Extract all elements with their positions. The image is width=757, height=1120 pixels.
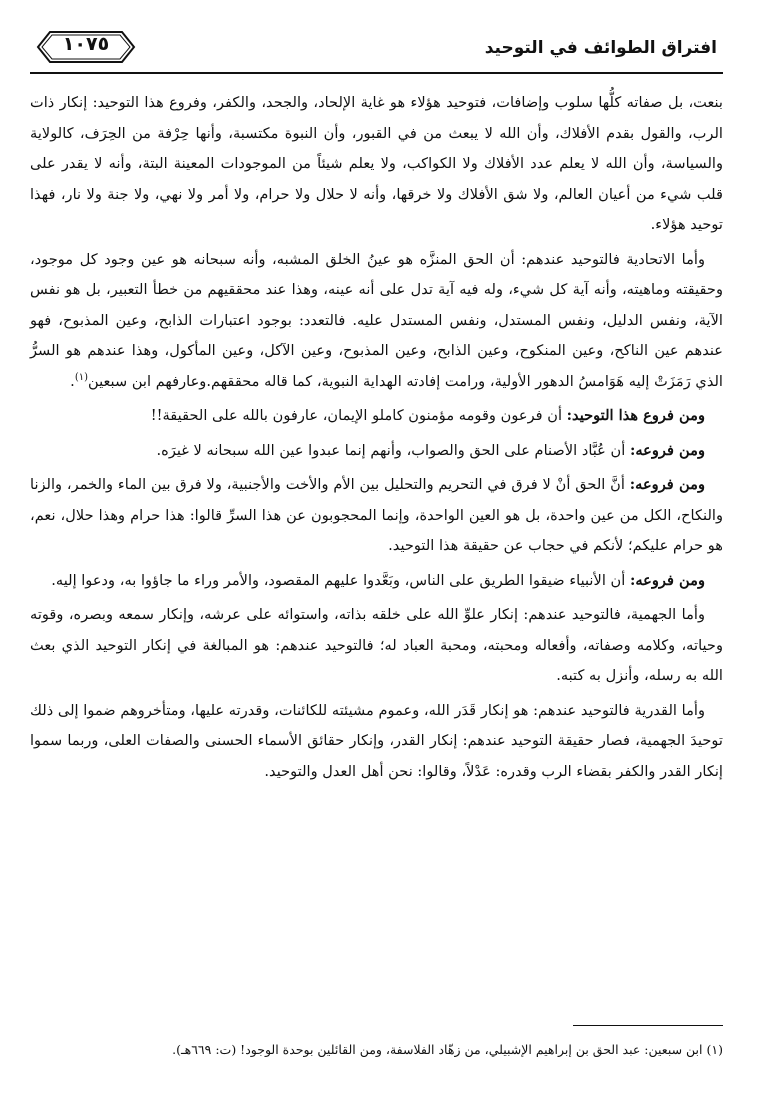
paragraph-text: وأما القدرية فالتوحيد عندهم: هو إنكار قَدَر الله، وعموم مشيئته للكائنات، وقدرته عليها، ومتأخروهم ضموا إلى ذلك توحيدَ الجهمية، فصار حقيقة التوحيد عندهم: إنكار القدر، وإنكار حقائق الأسماء الحسنى والصفات العلى، وربما سموا إنكار القدر والكفر بقضاء الرب وقدره: عَدْلاً، وقالوا: نحن أهل العدل والتوحيد. [30,701,723,780]
paragraph-text: أن عُبَّاد الأصنام على الحق والصواب، وأنهم إنما عبدوا عين الله سبحانه لا غيرَه. [156,441,630,459]
main-text [30,88,723,787]
paragraph-5 [30,470,723,562]
paragraph-lead: ومن فروع هذا التوحيد: [566,407,705,424]
paragraph-lead: ومن فروعه: [629,476,705,493]
paragraph-text: وأما الاتحادية فالتوحيد عندهم: أن الحق المنزَّه هو عينُ الخلق المشبه، وأنه سبحانه هو عين وجود كل موجود، وحقيقته وماهيته، وأنه آية كل شيء، وله فيه آية تدل على أنه عينه، وهذا عند محققيهم من خطأ التعبير، بل هو نفس الآية، ونفس الدليل، ونفس المستدل، ونفس المستدل عليه. فالتعدد: بوجود اعتبارات الذابح، وعين المذبوح، فهو عندهم عين الناكح، وعين المنكوح، وعين الذابح، وعين المذبوح، وعين الآكل، وعين المأكول، وهذا عندهم هو السرُّ الذي رَمَزَتْ إليه هَوَامسُ الدهور الأولية، ورامت إفادته الهداية النبوية، كما قاله محققهم.وعارفهم ابن سبعين [30,250,723,390]
footnote-text: ابن سبعين: عبد الحق بن إبراهيم الإشبيلي، من زهّاد الفلاسفة، ومن القائلين بوحدة الوجود! (ت: ٦٦٩هـ). [172,1042,703,1057]
paragraph-6 [30,566,723,597]
paragraph-text: وأما الجهمية، فالتوحيد عندهم: إنكار علوِّ الله على خلقه بذاته، واستوائه على عرشه، وإنكار سمعه وبصره، وقوته وحياته، وكلامه وصفاته، وأفعاله ومحبته، ومحبة العباد له؛ فالتوحيد عندهم: هو المبالغة في إنكار التوحيد الذي بعث الله به رسله، وأنزل به كتبه. [30,606,723,684]
paragraph-text: بنعت، بل صفاته كلُّها سلوب وإضافات، فتوحيد هؤلاء هو غاية الإلحاد، والجحد، والكفر، وفروع هذا التوحيد: إنكار ذات الرب، والقول بقدم الأفلاك، وأن الله لا يبعث من في القبور، وأن النبوة مكتسبة، وأنها حِرْفة من الحِرَف، كالولاية والسياسة، وأن الله لا يعلم عدد الأفلاك ولا الكواكب، ولا يعلم شيئاً من الموجودات المعينة البتة، وأنه لا يقدر على قلب شيء من أعيان العالم، ولا شق الأفلاك ولا خرقها، وأنه لا حلال ولا حرام، ولا أمر ولا نهي، ولا جنة ولا نار، فهذا توحيد هؤلاء. [30,94,723,233]
paragraph-text: أن الأنبياء ضيقوا الطريق على الناس، وبَعَّدوا عليهم المقصود، والأمر وراء ما جاؤوا به، ودعوا إليه. [51,571,630,589]
paragraph-7 [30,600,723,692]
page-number: ١٠٧٥ [62,33,110,55]
footnote [30,1040,723,1060]
paragraph-1 [30,88,723,241]
paragraph-lead: ومن فروعه: [629,571,705,589]
page-header [30,24,723,78]
page-number-frame [36,30,136,64]
footnote-marker: (١) [706,1042,723,1057]
footnote-reference[interactable]: (١) [74,371,88,383]
paragraph-text: أنَّ الحق أنْ لا فرق في التحريم والتحليل بين الأم والأخت والأجنبية، ولا فرق بين الماء والخمر، والزنا والنكاح، الكل من عين واحدة، بل هو العين الواحدة، وإنما المحجوبون عن هذا السرِّ قالوا: هذا حرام وهذا حلال، نعم، هو حرام عليكم؛ لأنكم في حجاب عن حقيقة هذا التوحيد. [30,476,723,554]
header-divider [30,72,723,74]
paragraph-text: أن فرعون وقومه مؤمنون كاملو الإيمان، عارفون بالله على الحقيقة!! [150,407,567,424]
paragraph-8 [30,696,723,788]
footnote-divider [573,1025,723,1026]
running-title: افتراق الطوائف في التوحيد [484,38,717,58]
paragraph-2: وأما الاتحادية فالتوحيد عندهم: أن الحق المنزَّه هو عينُ الخلق المشبه، وأنه سبحانه هو عين وجود كل موجود، وحقيقته وماهيته، وأنه آية كل شيء، وله فيه آية تدل على أنه عينه، وهذا عند محققيهم من خطأ التعبير، بل هو نفس الآية، ونفس الدليل، ونفس المستدل، ونفس المستدل عليه. فالتعدد: بوجود اعتبارات الذابح، وعين المذبوح، فهو عندهم عين الناكح، وعين المنكوح، وعين الذابح، وعين المذبوح، وعين الآكل، وعين المأكول، وهذا عندهم هو السرُّ الذي رَمَزَتْ إليه هَوَامسُ الدهور الأولية، ورامت إفادته الهداية النبوية، كما قاله محققهم.وعارفهم ابن سبعين$^{(١)}$. [30,250,723,390]
paragraph-lead: ومن فروعه: [629,441,705,459]
paragraph-4 [30,436,723,467]
paragraph-3 [30,401,723,432]
